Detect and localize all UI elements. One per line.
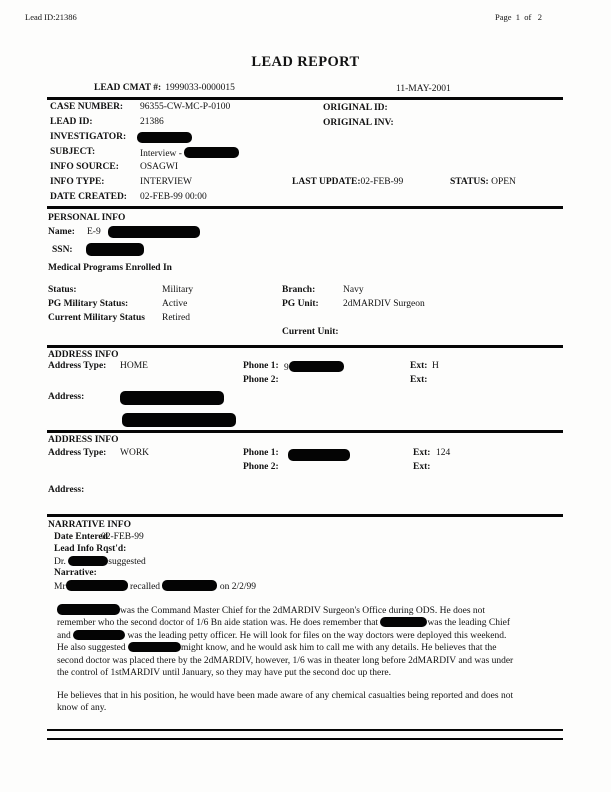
subject-value — [140, 147, 239, 159]
narrative-line — [57, 617, 513, 629]
page-title: LEAD REPORT — [251, 54, 360, 70]
narrative-line: know of any. — [57, 703, 107, 714]
narrative-label: Narrative: — [54, 568, 97, 578]
narrative-info-title: NARRATIVE INFO — [48, 520, 131, 530]
lead-cmat-row — [94, 83, 235, 93]
lead-info-rqstd-value — [54, 556, 146, 567]
personal-info-title: PERSONAL INFO — [48, 213, 126, 223]
lead-cmat-value: 1999033-0000015 — [165, 83, 235, 93]
status-label: STATUS: — [450, 177, 489, 187]
case-number-label: CASE NUMBER: — [50, 102, 124, 112]
lead-id-label: LEAD ID: — [50, 117, 93, 127]
ext1-value-home: H — [432, 361, 439, 371]
last-update-value: 02-FEB-99 — [360, 177, 404, 187]
mr-prefix: Mr — [54, 582, 66, 592]
redacted-subject-name — [184, 147, 239, 158]
address-info-work-title: ADDRESS INFO — [48, 435, 119, 445]
divider — [47, 514, 563, 517]
info-type-label: INFO TYPE: — [50, 177, 105, 187]
pg-unit-value: 2dMARDIV Surgeon — [343, 299, 425, 309]
ssn-label: SSN: — [52, 245, 73, 255]
redacted-address-home-line1 — [120, 391, 224, 405]
redacted-name — [108, 226, 200, 238]
narrative-line: the control of 1stMARDIV until January, so they may have put the second doc up there. — [57, 668, 392, 679]
footer-rule-top — [47, 729, 563, 731]
address-label-work: Address: — [48, 485, 85, 495]
current-military-status-value: Retired — [162, 313, 190, 323]
date-created-value: 02-FEB-99 00:00 — [140, 192, 207, 202]
last-update-row — [292, 177, 403, 187]
branch-label: Branch: — [282, 285, 316, 295]
address-type-value-work: WORK — [120, 448, 150, 458]
redacted-phone1-work — [288, 449, 350, 461]
address-type-label-home: Address Type: — [48, 361, 107, 371]
current-military-status-label: Current Military Status — [48, 313, 145, 323]
mr-mid: recalled — [127, 582, 163, 592]
address-type-label-work: Address Type: — [48, 448, 107, 458]
redacted-narrative-name-2 — [380, 617, 427, 627]
medical-programs-title: Medical Programs Enrolled In — [48, 263, 172, 273]
redacted-mr-name — [66, 580, 128, 591]
narrative-line: second doctor was placed there by the 2dMARDIV, however, 1/6 was in theater long before 2dMARDIV and was under — [57, 655, 514, 666]
divider — [47, 345, 563, 348]
phone1-label-home: Phone 1: — [243, 361, 279, 371]
narrative-text: remember who the second doctor of 1/6 Bn aide station was. He does remember that — [57, 618, 381, 629]
date-created-label: DATE CREATED: — [50, 192, 127, 202]
pg-unit-label: PG Unit: — [282, 299, 319, 309]
ext2-label-home: Ext: — [410, 375, 428, 385]
name-label: Name: — [48, 227, 75, 237]
investigator-label: INVESTIGATOR: — [50, 132, 127, 142]
narrative-text: was the leading Chief — [427, 618, 511, 629]
pg-military-status-label: PG Military Status: — [48, 299, 129, 309]
divider — [47, 206, 563, 209]
divider — [47, 430, 563, 433]
redacted-narrative-name-1 — [57, 604, 120, 615]
subject-text: Interview - — [140, 149, 185, 159]
ext1-label-work: Ext: — [413, 448, 431, 458]
narrative-text: was the Command Master Chief for the 2dMARDIV Surgeon's Office during ODS. He does not — [120, 606, 486, 616]
redacted-doctor-name — [68, 556, 108, 566]
header-lead-id: Lead ID:21386 — [25, 12, 77, 22]
original-id-label: ORIGINAL ID: — [323, 103, 388, 113]
header-page-number: Page 1 of 2 — [495, 12, 542, 22]
date-entered-label: Date Entered — [54, 532, 108, 542]
lead-id-value: 21386 — [140, 117, 164, 127]
status-value-personal: Military — [162, 285, 194, 295]
original-inv-label: ORIGINAL INV: — [323, 118, 394, 128]
redacted-investigator — [137, 132, 192, 143]
status-value: OPEN — [491, 177, 516, 187]
dr-suffix: suggested — [108, 557, 146, 567]
redacted-phone1-home — [289, 361, 344, 372]
phone1-digit: 9 — [284, 363, 289, 373]
narrative-recalled-line — [54, 580, 256, 592]
address-label-home: Address: — [48, 392, 85, 402]
info-source-label: INFO SOURCE: — [50, 162, 119, 172]
narrative-paragraph-2 — [57, 690, 513, 715]
status-row — [450, 177, 516, 187]
divider — [47, 97, 563, 100]
name-rank: E-9 — [87, 227, 101, 237]
redacted-narrative-name-3 — [73, 630, 125, 640]
redacted-recalled-name — [162, 580, 217, 591]
status-label-personal: Status: — [48, 285, 77, 295]
address-info-home-title: ADDRESS INFO — [48, 350, 119, 360]
branch-value: Navy — [343, 285, 364, 295]
ext1-value-work: 124 — [436, 448, 451, 458]
mr-suffix: on 2/2/99 — [217, 582, 256, 592]
narrative-line — [57, 642, 513, 654]
narrative-line — [57, 604, 513, 617]
phone2-label-work: Phone 2: — [243, 462, 279, 472]
lead-info-rqstd-label: Lead Info Rqst'd: — [54, 544, 127, 554]
narrative-text: might know, and he would ask him to call me with any details. He believes that the — [180, 643, 497, 654]
narrative-text: was the leading petty officer. He will look for files on the way doctors were deployed this weekend. — [125, 630, 507, 641]
date-entered-value: 02-FEB-99 — [101, 532, 144, 542]
lead-cmat-label: LEAD CMAT #: — [94, 83, 162, 93]
info-type-value: INTERVIEW — [140, 177, 192, 187]
redacted-address-home-line2 — [122, 413, 236, 427]
ext2-label-work: Ext: — [413, 462, 431, 472]
phone2-label-home: Phone 2: — [243, 375, 279, 385]
current-unit-label: Current Unit: — [282, 327, 339, 337]
info-source-value: OSAGWI — [140, 162, 178, 172]
last-update-label: LAST UPDATE: — [292, 177, 361, 187]
narrative-text: and — [57, 630, 74, 641]
subject-label: SUBJECT: — [50, 147, 96, 157]
dr-prefix: Dr. — [54, 557, 69, 567]
ext1-label-home: Ext: — [410, 361, 428, 371]
narrative-line: He believes that in his position, he would have been made aware of any chemical casualties being reported and does not — [57, 691, 514, 701]
address-type-value-home: HOME — [120, 361, 148, 371]
narrative-paragraph-1 — [57, 604, 513, 679]
footer-rule-bottom — [47, 738, 563, 740]
narrative-text: He also suggested — [57, 643, 128, 654]
phone1-label-work: Phone 1: — [243, 448, 279, 458]
phone1-value-home — [284, 361, 344, 373]
report-date: 11-MAY-2001 — [396, 84, 451, 94]
redacted-narrative-name-4 — [128, 642, 181, 652]
redacted-ssn — [86, 243, 144, 256]
pg-military-status-value: Active — [162, 299, 188, 309]
narrative-line — [57, 630, 513, 642]
case-number-value: 96355-CW-MC-P-0100 — [140, 102, 231, 112]
